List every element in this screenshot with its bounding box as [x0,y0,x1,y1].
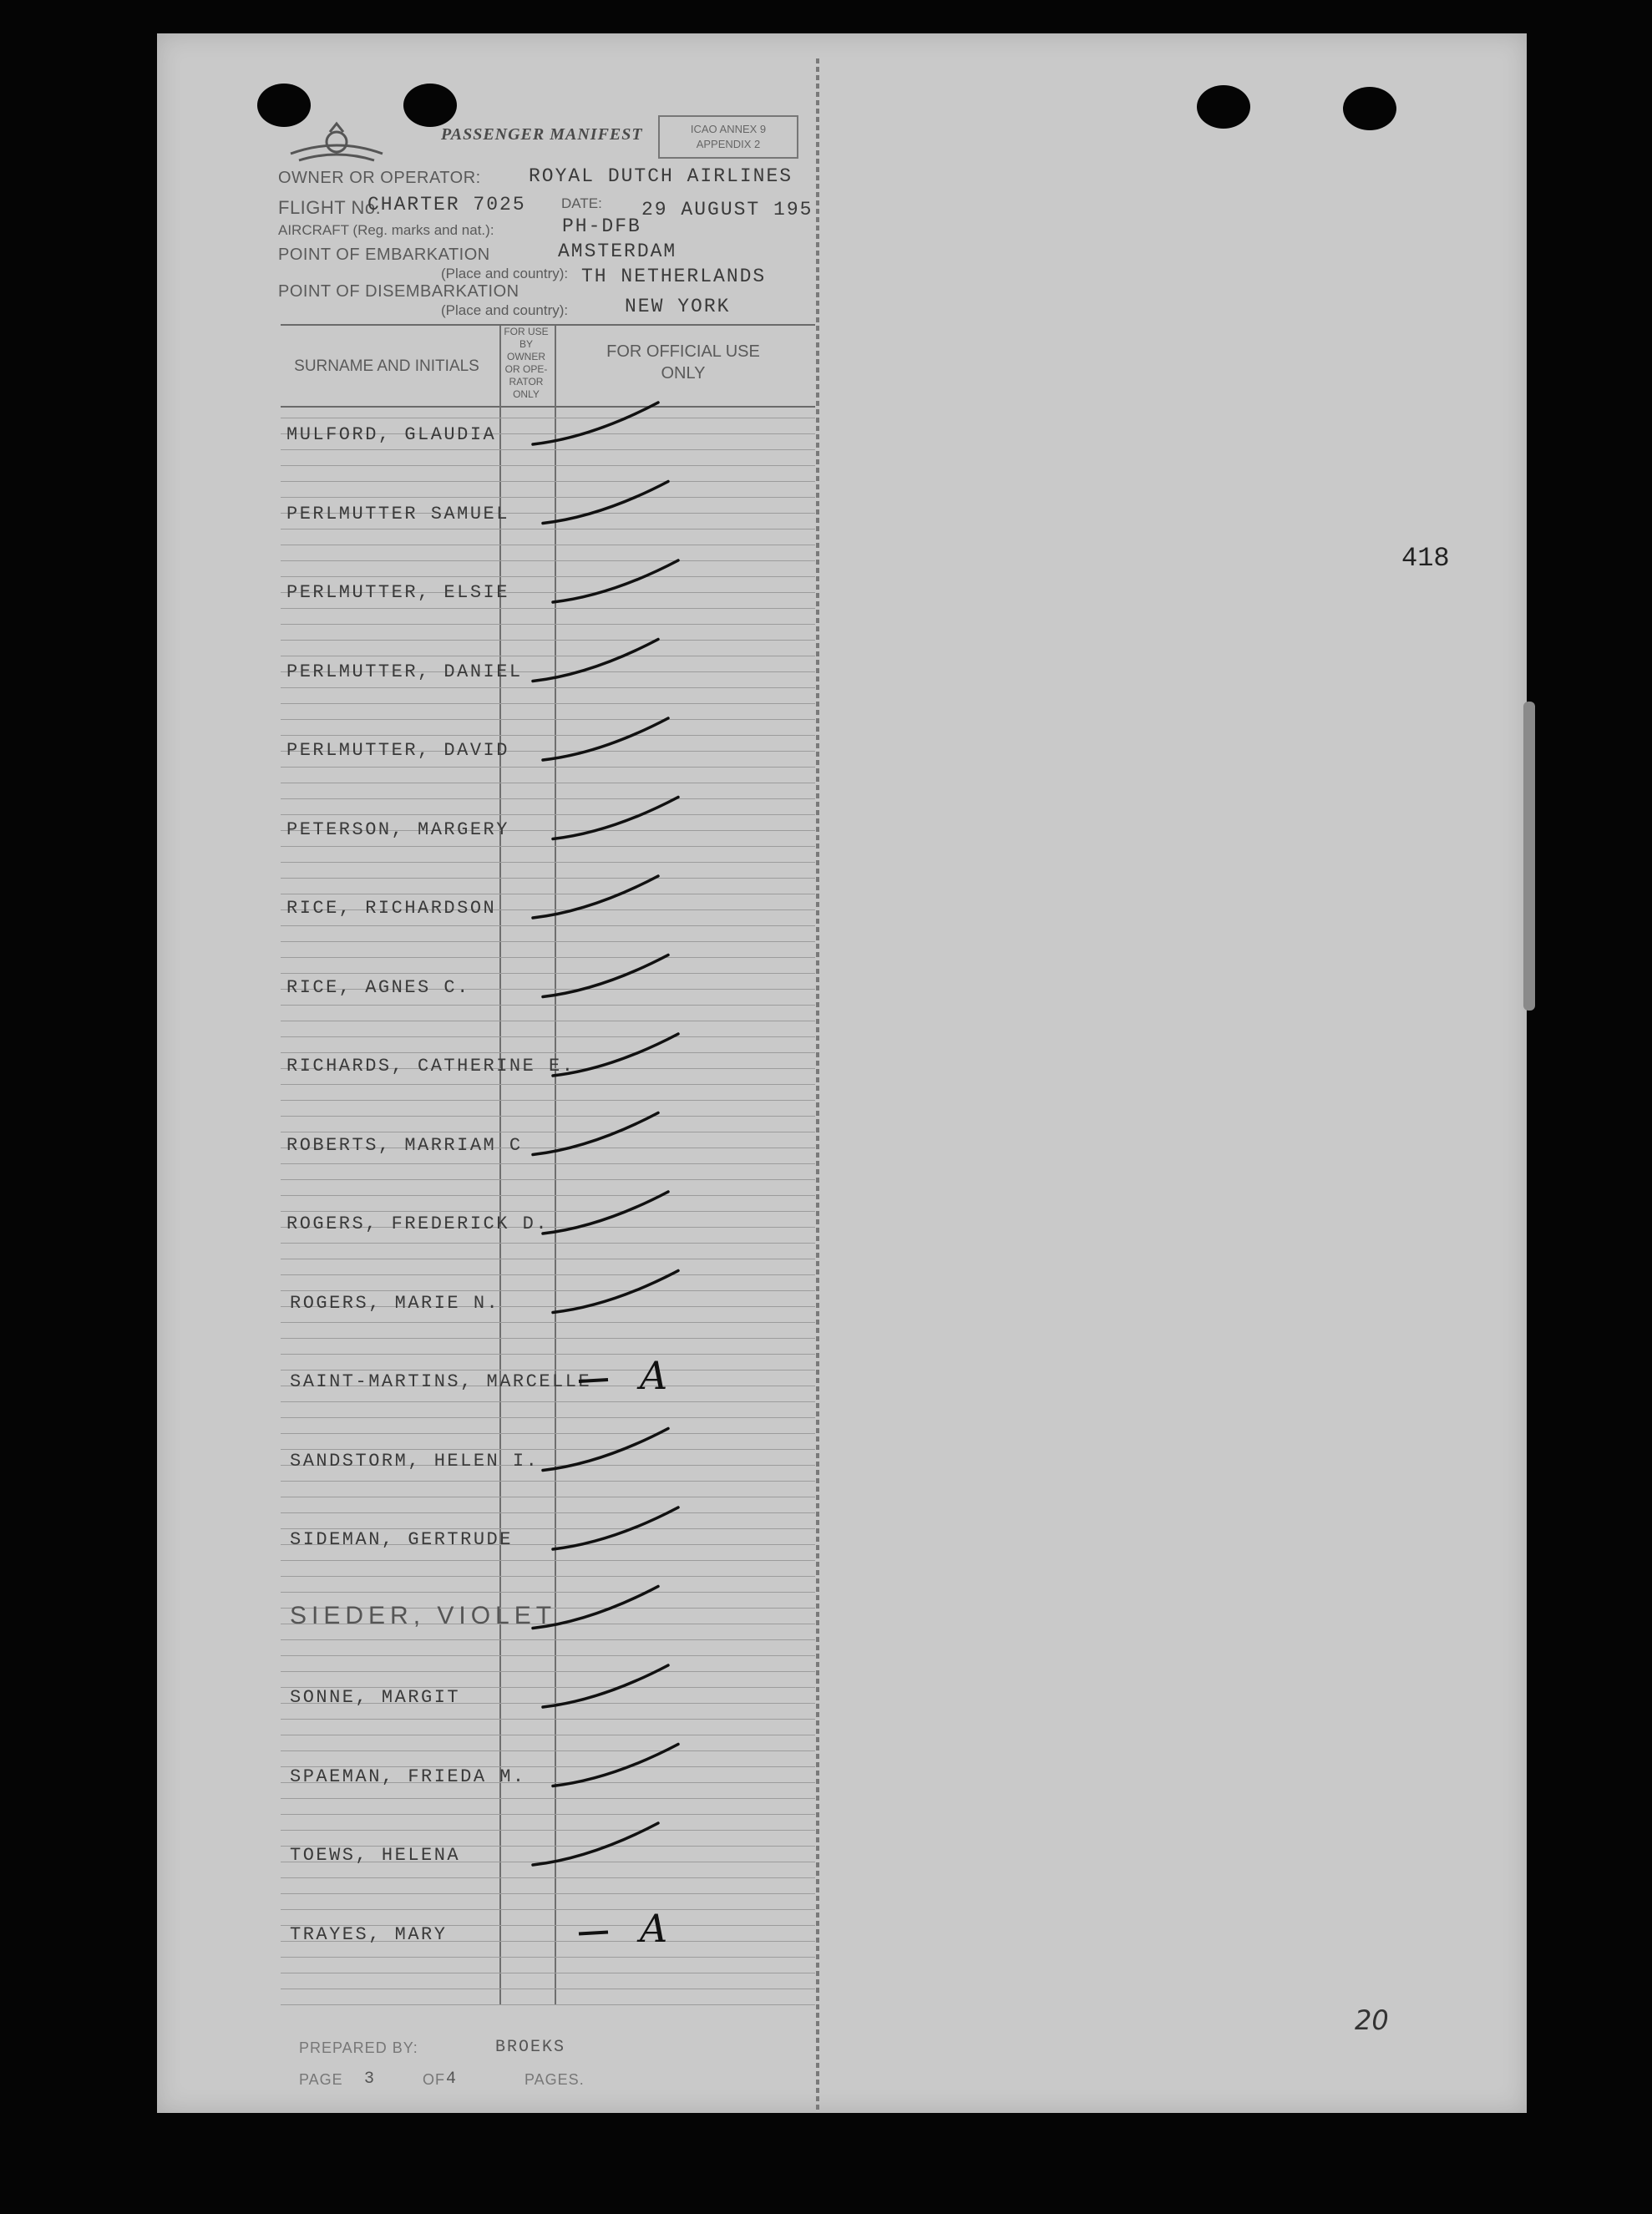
check-mark [533,1823,658,1865]
col-owner-use-line: BY [519,338,533,350]
passenger-name: SONNE, MARGIT [290,1687,461,1708]
check-mark [553,560,678,602]
place-country-label: (Place and country): [441,266,569,281]
passenger-name: PERLMUTTER, ELSIE [286,582,509,603]
passenger-name: SANDSTORM, HELEN I. [290,1450,540,1472]
passenger-name: SIEDER, VIOLET [290,1601,557,1629]
check-marks [157,33,1527,2113]
page-label: PAGE [299,2071,343,2088]
col-owner-use-line: RATOR [509,376,544,388]
col-official-line: FOR OFFICIAL USE [606,342,760,361]
annex-line: APPENDIX 2 [696,138,761,150]
passenger-name: SAINT-MARTINS, MARCELLE [290,1371,592,1392]
check-mark [543,1665,668,1707]
check-mark [553,1745,678,1786]
flight-label: FLIGHT No. [278,197,382,218]
check-mark [543,718,668,760]
passenger-name: SPAEMAN, FRIEDA M. [290,1766,526,1787]
check-mark [543,955,668,997]
dash-mark [579,1933,608,1934]
prepared-by-value: BROEKS [495,2038,566,2057]
pages-label: PAGES. [524,2071,585,2088]
embarkation-country: TH NETHERLANDS [581,266,767,287]
passenger-name: PERLMUTTER, DANIEL [286,661,523,682]
dash-mark [579,1380,608,1381]
check-mark [543,1429,668,1471]
check-mark [543,1192,668,1234]
passenger-name: RICE, RICHARDSON [286,898,497,919]
passenger-name: ROGERS, MARIE N. [290,1292,500,1314]
form-title: PASSENGER MANIFEST [441,125,643,144]
absent-mark: A [640,1905,668,1951]
prepared-by-label: PREPARED BY: [299,2039,418,2056]
passenger-name: PERLMUTTER, DAVID [286,740,509,761]
date-label: DATE: [561,195,602,211]
col-owner-use-line: FOR USE [504,326,549,337]
col-owner-use-line: ONLY [513,388,540,400]
passenger-name: RICE, AGNES C. [286,976,470,998]
passenger-name: PERLMUTTER SAMUEL [286,503,509,524]
check-mark [553,1507,678,1549]
stamp-number: 418 [1401,543,1450,574]
col-owner-use-line: OR OPE- [504,363,548,375]
manifest-sheet [157,33,1527,2113]
col-official-line: ONLY [661,364,706,383]
check-mark [533,640,658,681]
check-mark [543,482,668,524]
passenger-name: TRAYES, MARY [290,1923,448,1945]
absent-mark: A [640,1353,668,1398]
passenger-name: SIDEMAN, GERTRUDE [290,1529,513,1550]
embarkation-label: POINT OF EMBARKATION [278,246,490,264]
date-value: 29 AUGUST 195 [641,199,813,220]
of-value: 4 [446,2070,459,2089]
disembarkation-label: POINT OF DISEMBARKATION [278,282,519,301]
aircraft-value: PH-DFB [562,215,641,237]
check-mark [553,798,678,839]
disembarkation-value: NEW YORK [625,296,731,317]
passenger-name: RICHARDS, CATHERINE E. [286,1056,575,1077]
aircraft-label: AIRCRAFT (Reg. marks and nat.): [278,222,494,238]
check-mark [533,1113,658,1155]
check-mark [533,876,658,918]
passenger-name: MULFORD, GLAUDIA [286,424,497,445]
check-mark [533,1587,658,1629]
owner-label: OWNER OR OPERATOR: [278,169,481,187]
col-surname-header: SURNAME AND INITIALS [294,357,479,375]
check-mark [553,1034,678,1076]
page-value: 3 [364,2070,377,2089]
embarkation-value: AMSTERDAM [558,241,677,262]
passenger-name: TOEWS, HELENA [290,1845,461,1866]
check-mark [553,1271,678,1313]
check-mark [533,403,658,444]
passenger-name: PETERSON, MARGERY [286,818,509,840]
flight-value: CHARTER 7025 [367,194,526,215]
annex-line: ICAO ANNEX 9 [690,123,767,135]
col-owner-use-line: OWNER [507,351,545,362]
owner-value: ROYAL DUTCH AIRLINES [529,165,793,187]
place-country-label: (Place and country): [441,302,569,318]
passenger-name: ROGERS, FREDERICK D. [286,1213,550,1234]
of-label: OF [423,2071,445,2088]
page-number: 20 [1355,2004,1389,2036]
passenger-name: ROBERTS, MARRIAM C [286,1134,523,1156]
